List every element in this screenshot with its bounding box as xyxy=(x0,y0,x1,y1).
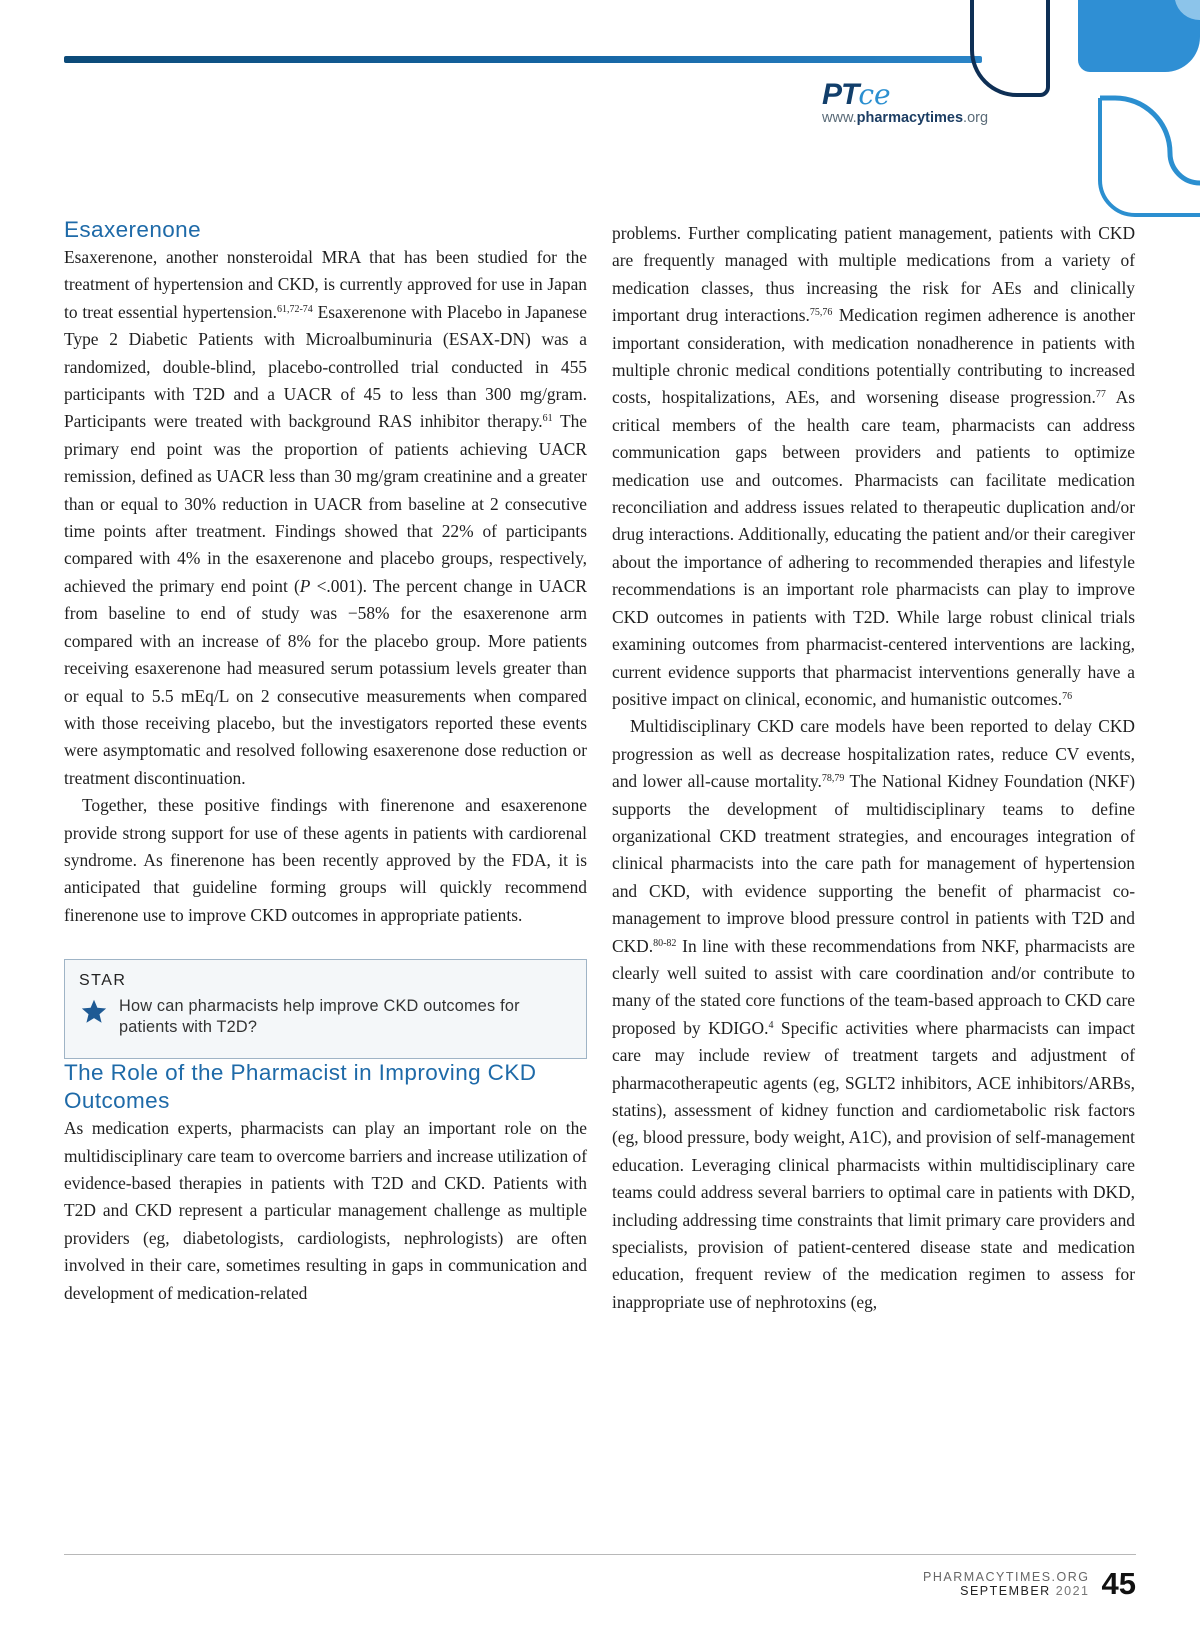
paragraph: problems. Further complicating patient management, patients with CKD are frequently managed with multiple medications from a variety of medication classes, thus increasing the risk for AEs and clinically important drug interactions.$^{75,76}$ Medication regimen adherence is another important consideration, with medication nonadherence in patients with multiple chronic medical conditions potentially contributing to increased costs, hospitalizations, AEs, and worsening disease progression.$^{77}$ As critical members of the health care team, pharmacists can address communication gaps between providers and patients to optimize medication use and outcomes. Pharmacists can facilitate medication reconciliation and address issues related to therapeutic duplication and/or drug interactions. Additionally, educating the patient and/or their caregiver about the importance of adhering to recommended therapies and lifestyle recommendations is an important role pharmacists can play to improve CKD outcomes in patients with T2D. While large robust clinical trials examining outcomes from pharmacist-centered interventions are lacking, current evidence supports that pharmacist interventions generally have a positive impact on clinical, economic, and humanistic outcomes.$^{76}$ xyxy=(612,223,1135,709)
section-heading-esaxerenone: Esaxerenone xyxy=(64,217,201,242)
paragraph: Multidisciplinary CKD care models have been reported to delay CKD progression as well as decrease hospitalization rates, reduce CV events, and lower all-cause mortality.$^{78,79}$ The National Kidney Foundation (NKF) supports the development of multidisciplinary teams to define organizational CKD treatment strategies, and encourages integration of clinical pharmacists into the care path for management of hypertension and CKD, with evidence supporting the benefit of pharmacist co-management to improve blood pressure control in patients with T2D and CKD.$^{80-82}$ In line with these recommendations from NKF, pharmacists are clearly well suited to assist with care coordination and/or contribute to many of the stated core functions of the team-based approach to CKD care proposed by KDIGO.$^4$ Specific activities where pharmacists can impact care may include review of treatment targets and adjustment of pharmacotherapeutic agents (eg, SGLT2 inhibitors, ACE inhibitors/ARBs, statins), assessment of kidney function and cardiometabolic risk factors (eg, blood pressure, body weight, A1C), and provision of self-management education. Leveraging clinical pharmacists within multidisciplinary care teams could address several barriers to optimal care in patients with DKD, including addressing time constraints that limit primary care providers and specialists, provision of patient-centered disease state and medication education, frequent review of the medication regimen to assess for inappropriate use of nephrotoxins (eg, xyxy=(612,716,1136,1312)
footer-site[interactable]: PHARMACYTIMES.ORG xyxy=(923,1570,1090,1584)
paragraph: Esaxerenone, another nonsteroidal MRA that has been studied for the treatment of hypertension and CKD, is currently approved for use in Japan to treat essential hypertension.$^{61,72-74}$ Esaxerenone with Placebo in Japanese Type 2 Diabetic Patients with Microalbuminuria (ESAX-DN) was a randomized, double-blind, placebo-controlled trial conducted in 455 participants with T2D and a UACR of 45 to less than 300 mg/gram. Participants were treated with background RAS inhibitor therapy.$^{61}$ The primary end point was the proportion of patients achieving UACR remission, defined as UACR less than 30 mg/gram creatinine and a greater than or equal to 30% reduction in UACR from baseline at 2 consecutive time points after treatment. Findings showed that 22% of participants compared with 4% in the esaxerenone and placebo groups, respectively, achieved the primary end point (P <.001). The percent change in UACR from baseline to end of study was −58% for the esaxerenone arm compared with an increase of 8% for the placebo group. More patients receiving esaxerenone had measured serum potassium levels greater than or equal to 5.5 mEq/L on 2 consecutive measurements when compared with those receiving placebo, but the investigators reported these events were asymptomatic and resolved following esaxerenone dose reduction or treatment discontinuation. xyxy=(64,247,587,788)
ptce-logo[interactable] xyxy=(822,78,1032,126)
footer-issue: SEPTEMBER 2021 xyxy=(960,1584,1090,1598)
logo-ce: ce xyxy=(858,78,891,111)
section-heading-pharmacist-role: The Role of the Pharmacist in Improving CKD Outcomes xyxy=(64,1060,537,1114)
left-column xyxy=(64,216,587,1307)
header-rule xyxy=(64,56,982,63)
right-column xyxy=(612,220,1135,1316)
star-label: STAR xyxy=(79,972,127,990)
star-icon xyxy=(79,998,109,1026)
paragraph: As medication experts, pharmacists can play an important role on the multidisciplinary care team to overcome barriers and increase utilization of evidence-based therapies in patients with T2D and CKD. Patients with T2D and CKD represent a particular management challenge as multiple providers (eg, diabetologists, cardiologists, nephrologists) are often involved in their care, sometimes resulting in gaps in communication and development of medication-related xyxy=(64,1118,587,1303)
page-number: 45 xyxy=(1101,1566,1136,1601)
star-callout-box xyxy=(64,959,587,1059)
paragraph: Together, these positive findings with finerenone and esaxerenone provide strong support for use of these agents in patients with cardiorenal syndrome. As finerenone has been recently approved by the FDA, it is anticipated that guideline forming groups will quickly recommend finerenone use to improve CKD outcomes in appropriate patients. xyxy=(64,795,587,925)
page-footer xyxy=(923,1566,1136,1602)
footer-rule xyxy=(64,1554,1136,1555)
star-question: How can pharmacists help improve CKD outcomes for patients with T2D? xyxy=(119,997,520,1037)
logo-pt: PT xyxy=(822,78,859,111)
website-url[interactable]: www.pharmacytimes.org xyxy=(822,110,989,126)
